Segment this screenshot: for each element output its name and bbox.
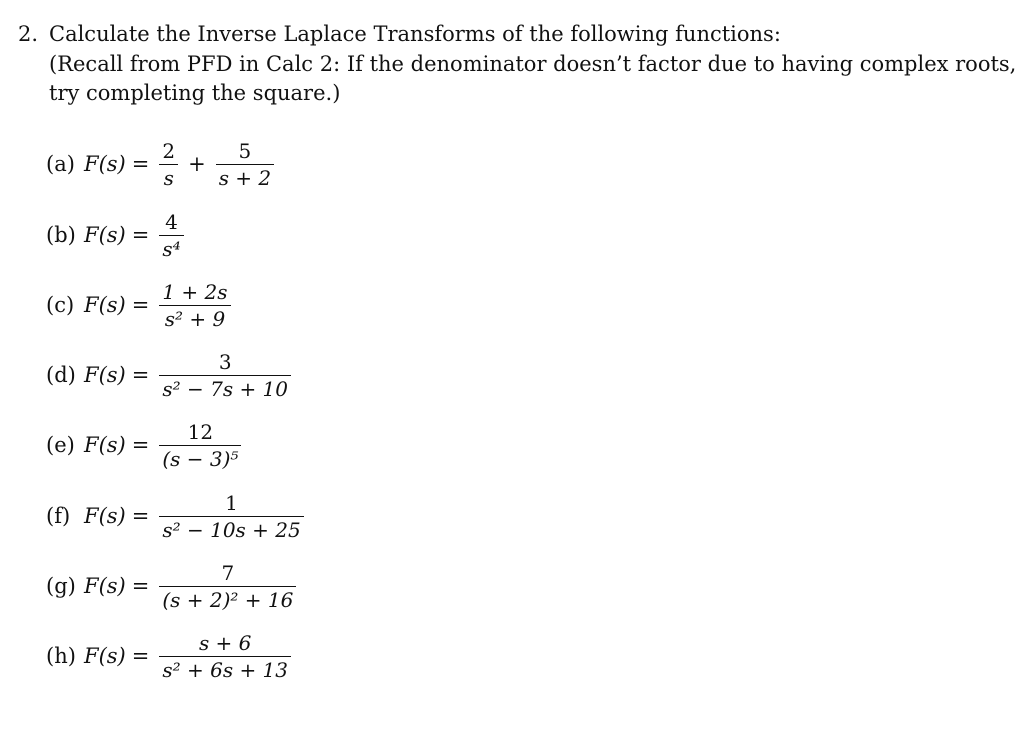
equals-sign: = [131, 504, 150, 528]
fraction [159, 560, 296, 613]
problem-statement [18, 20, 1017, 109]
equals-sign: = [131, 644, 150, 668]
item-f [46, 484, 308, 548]
plus-operator: + [188, 152, 206, 176]
equals-sign: = [131, 293, 150, 317]
fraction-term-1 [159, 138, 178, 191]
numerator: 12 [187, 419, 214, 444]
fraction [159, 490, 303, 543]
item-e [46, 413, 245, 477]
item-label: (h) [46, 644, 76, 668]
equals-sign: = [131, 574, 150, 598]
item-h [46, 624, 295, 688]
item-d [46, 343, 295, 407]
item-label: (e) [46, 433, 75, 457]
denominator: s² − 7s + 10 [162, 376, 289, 401]
denominator: s [163, 165, 174, 190]
item-c [46, 273, 235, 337]
equals-sign: = [131, 363, 150, 387]
problem-line-3: try completing the square.) [49, 81, 341, 105]
numerator: 4 [165, 209, 178, 234]
fraction [159, 279, 230, 332]
function-lhs: F(s) [84, 293, 126, 317]
denominator: s² + 9 [164, 306, 226, 331]
denominator: s² − 10s + 25 [162, 517, 301, 542]
numerator: 1 [225, 490, 238, 515]
denominator: s⁴ [162, 236, 181, 261]
fraction-term-2 [216, 138, 274, 191]
item-a [46, 132, 278, 196]
item-g [46, 554, 300, 618]
denominator: s + 2 [218, 165, 272, 190]
function-lhs: F(s) [84, 433, 126, 457]
equals-sign: = [131, 223, 150, 247]
denominator: (s − 3)⁵ [162, 446, 239, 471]
item-b [46, 203, 188, 267]
function-lhs: F(s) [84, 363, 126, 387]
function-lhs: F(s) [84, 574, 126, 598]
function-lhs: F(s) [84, 152, 126, 176]
problem-number: 2. [18, 22, 39, 46]
fraction [159, 419, 241, 472]
function-lhs: F(s) [84, 644, 126, 668]
fraction [159, 209, 183, 262]
fraction [159, 349, 291, 402]
item-label: (c) [46, 293, 75, 317]
numerator: 3 [218, 349, 232, 374]
fraction [159, 630, 291, 683]
numerator: 2 [162, 138, 176, 163]
problem-line-1: Calculate the Inverse Laplace Transforms of the following functions: [49, 22, 781, 46]
equals-sign: = [131, 433, 150, 457]
denominator: (s + 2)² + 16 [162, 587, 294, 612]
numerator: 5 [238, 138, 252, 163]
item-label: (b) [46, 223, 76, 247]
numerator: 7 [221, 560, 235, 585]
item-label: (a) [46, 152, 75, 176]
numerator: s + 6 [198, 630, 252, 655]
item-label: (f) [46, 504, 71, 528]
denominator: s² + 6s + 13 [162, 657, 289, 682]
problem-line-2: (Recall from PFD in Calc 2: If the denominator doesn’t factor due to having complex roots, [49, 51, 1017, 76]
item-label: (d) [46, 363, 76, 387]
numerator: 1 + 2s [162, 279, 228, 304]
item-label: (g) [46, 574, 76, 598]
equals-sign: = [131, 152, 150, 176]
function-lhs: F(s) [84, 504, 126, 528]
function-lhs: F(s) [84, 223, 126, 247]
